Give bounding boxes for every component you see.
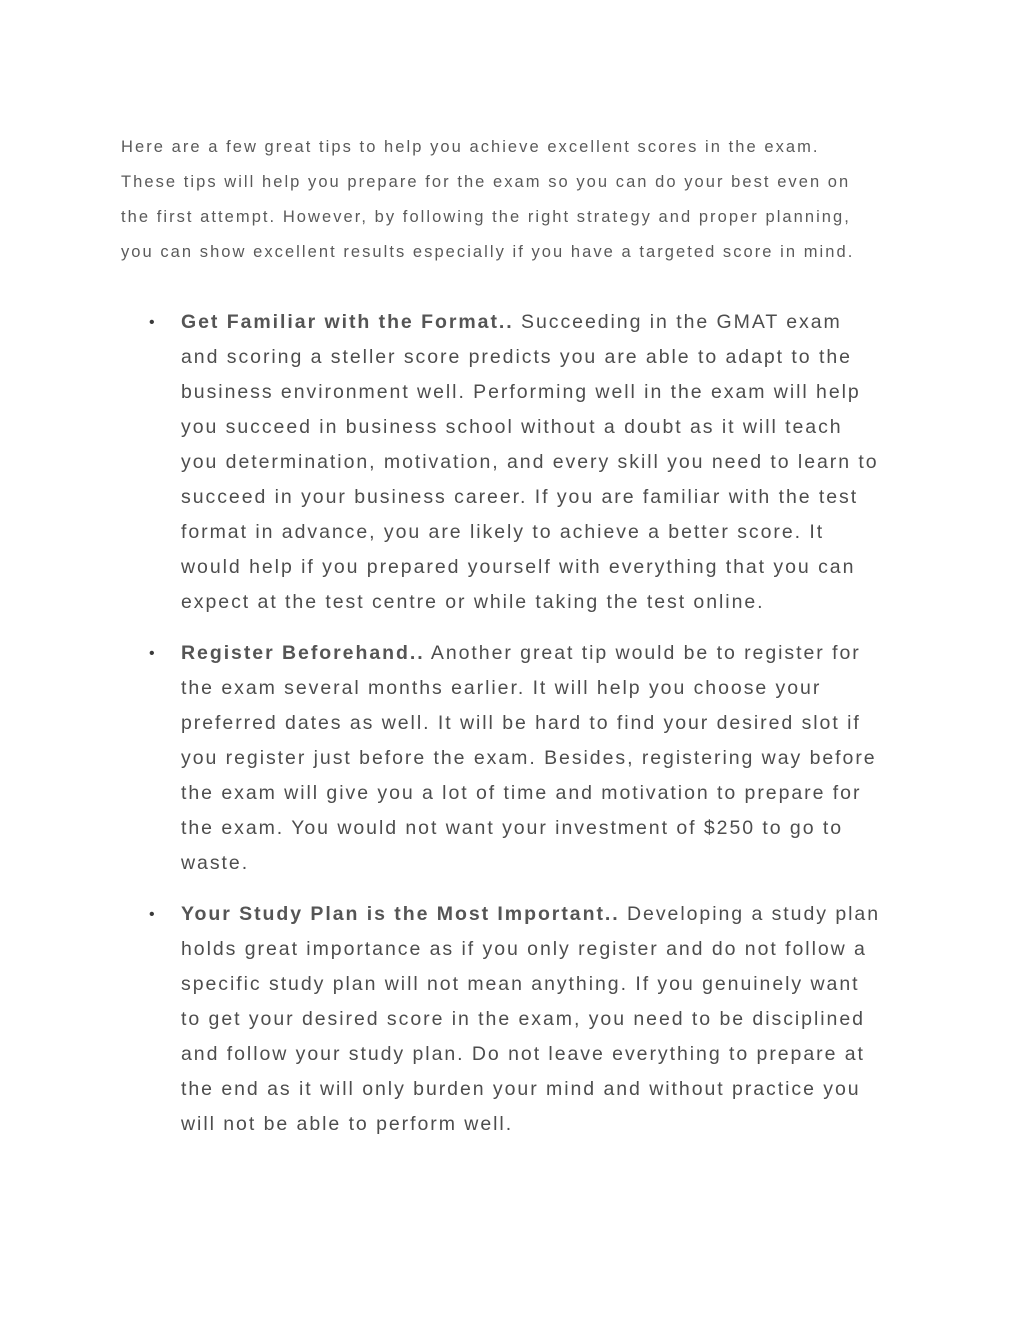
tip-item-format bbox=[149, 305, 916, 620]
intro-line: Here are a few great tips to help you achieve excellent scores in the exam. bbox=[121, 138, 820, 156]
tip-line: succeed in your business career. If you are familiar with the test bbox=[181, 486, 859, 508]
tips-list bbox=[149, 305, 916, 1158]
tip-line: expect at the test centre or while taking the test online. bbox=[181, 591, 765, 613]
tip-line: the exam will give you a lot of time and motivation to prepare for bbox=[181, 782, 862, 804]
tip-line: the exam several months earlier. It will help you choose your bbox=[181, 677, 822, 699]
tip-line: you determination, motivation, and every skill you need to learn to bbox=[181, 451, 879, 473]
tip-line: the end as it will only burden your mind and without practice you bbox=[181, 1078, 861, 1100]
intro-line: the first attempt. However, by following the right strategy and proper planning, bbox=[121, 208, 851, 226]
tip-line: holds great importance as if you only register and do not follow a bbox=[181, 938, 867, 960]
tip-line: specific study plan will not mean anything. If you genuinely want bbox=[181, 973, 860, 995]
tip-line: and scoring a steller score predicts you are able to adapt to the bbox=[181, 346, 852, 368]
bullet-icon: • bbox=[149, 314, 157, 331]
tip-line: the exam. You would not want your investment of $250 to go to bbox=[181, 817, 844, 839]
tip-line: will not be able to perform well. bbox=[181, 1113, 514, 1135]
tip-first-line bbox=[181, 897, 916, 932]
tip-line: business environment well. Performing well in the exam will help bbox=[181, 381, 861, 403]
tip-first-line-text: Another great tip would be to register for bbox=[424, 642, 861, 664]
tip-title: Register Beforehand.. bbox=[181, 642, 425, 664]
intro-paragraph bbox=[121, 130, 901, 270]
tip-line: you succeed in business school without a doubt as it will teach bbox=[181, 416, 843, 438]
tip-first-line-text: Developing a study plan bbox=[619, 903, 880, 925]
tip-title: Get Familiar with the Format.. bbox=[181, 311, 514, 333]
intro-line: you can show excellent results especially if you have a targeted score in mind. bbox=[121, 243, 855, 261]
tip-line: waste. bbox=[181, 852, 250, 874]
tip-title: Your Study Plan is the Most Important.. bbox=[181, 903, 620, 925]
tip-line: to get your desired score in the exam, you need to be disciplined bbox=[181, 1008, 865, 1030]
tip-item-register bbox=[149, 636, 916, 881]
tip-line: you register just before the exam. Besides, registering way before bbox=[181, 747, 877, 769]
tip-first-line bbox=[181, 636, 916, 671]
tip-line: preferred dates as well. It will be hard to find your desired slot if bbox=[181, 712, 861, 734]
bullet-icon: • bbox=[149, 906, 157, 923]
tip-line: would help if you prepared yourself with everything that you can bbox=[181, 556, 856, 578]
tip-first-line-text: Succeeding in the GMAT exam bbox=[513, 311, 842, 333]
tip-line: format in advance, you are likely to achieve a better score. It bbox=[181, 521, 825, 543]
tip-item-study-plan bbox=[149, 897, 916, 1142]
tip-first-line bbox=[181, 305, 916, 340]
tip-line: and follow your study plan. Do not leave everything to prepare at bbox=[181, 1043, 865, 1065]
intro-line: These tips will help you prepare for the exam so you can do your best even on bbox=[121, 173, 851, 191]
bullet-icon: • bbox=[149, 645, 157, 662]
